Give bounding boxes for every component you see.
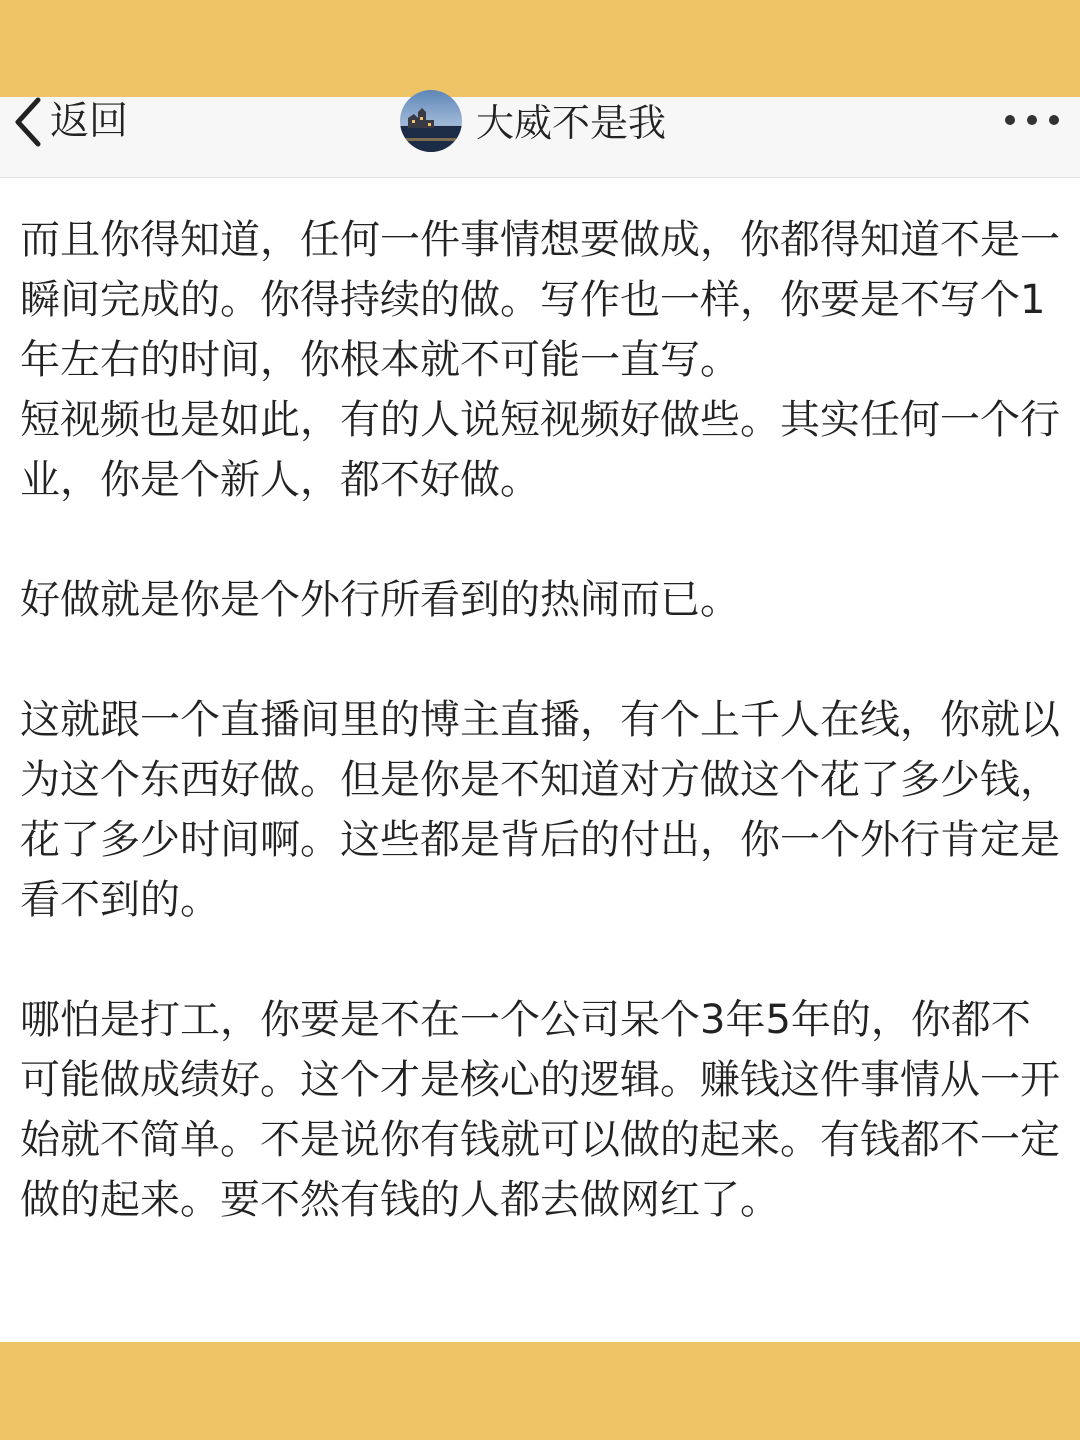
post-paragraph: 好做就是你是个外行所看到的热闹而已。	[20, 577, 740, 623]
more-dots-icon[interactable]	[1000, 107, 1064, 133]
post-paragraph: 而且你得知道，任何一件事情想要做成，你都得知道不是一瞬间完成的。你得持续的做。写作也一样，你要是不写个1年左右的时间，你根本就不可能一直写。 短视频也是如此，有的人说短视频好做些。其实任何一个行业，你是个新人，都不好做。	[20, 217, 1060, 503]
avatar[interactable]	[400, 90, 462, 152]
post-paragraph: 哪怕是打工，你要是不在一个公司呆个3年5年的，你都不可能做成绩好。这个才是核心的逻辑。赚钱这件事情从一开始就不简单。不是说你有钱就可以做的起来。有钱都不一定做的起来。要不然有钱的人都去做网红了。	[20, 997, 1060, 1223]
back-label: 返回	[50, 99, 129, 144]
post-paragraph: 这就跟一个直播间里的博主直播，有个上千人在线，你就以为这个东西好做。但是你是不知道对方做这个花了多少钱，花了多少时间啊。这些都是背后的付出，你一个外行肯定是看不到的。	[20, 697, 1060, 923]
profile-header[interactable]	[400, 97, 666, 153]
bottom-frame-band	[0, 1342, 1080, 1440]
lake-castle-avatar-icon	[400, 90, 462, 152]
navigation-bar	[0, 97, 1080, 178]
chevron-left-icon	[10, 97, 44, 147]
top-frame-band	[0, 0, 1080, 97]
page-title: 大威不是我	[476, 101, 667, 145]
back-button[interactable]	[10, 97, 128, 147]
post-body	[20, 210, 1065, 1230]
